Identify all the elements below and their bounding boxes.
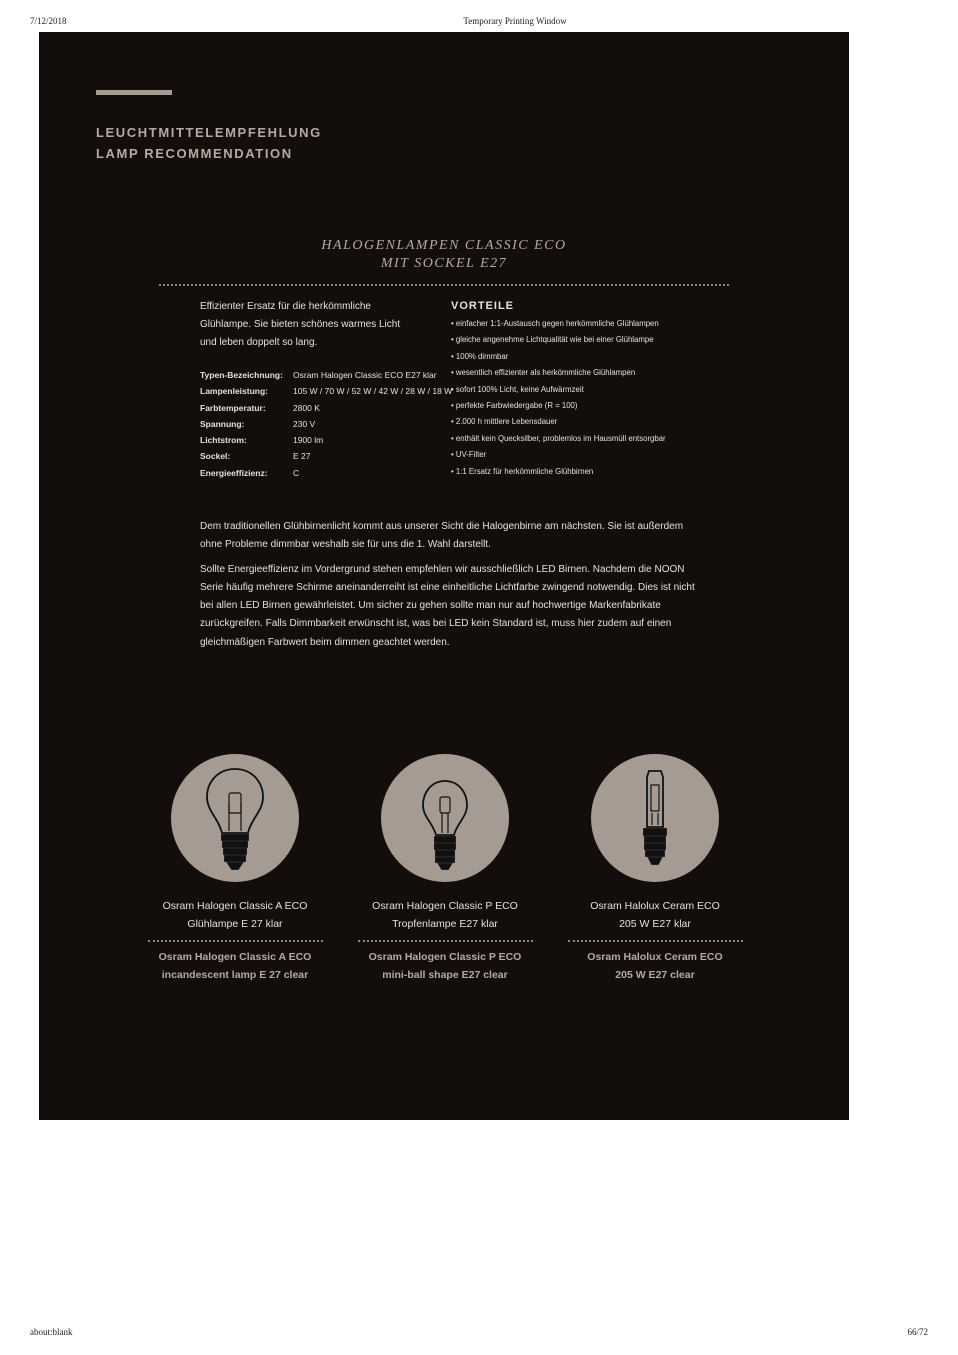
spec-label: Lampenleistung: bbox=[200, 386, 269, 397]
advantage-item: • 2.000 h mittlere Lebensdauer bbox=[451, 417, 558, 427]
spec-value: 1900 lm bbox=[293, 435, 324, 446]
spec-label: Typen-Bezeichnung: bbox=[200, 370, 283, 380]
spec-label: Farbtemperatur: bbox=[200, 402, 266, 413]
lamp-divider bbox=[568, 940, 743, 942]
spec-row bbox=[200, 432, 452, 448]
advantage-item: • 1:1 Ersatz für herkömmliche Glühbirnen bbox=[451, 466, 594, 476]
title-divider bbox=[159, 284, 729, 286]
print-window-title: Temporary Printing Window bbox=[463, 16, 567, 26]
intro-line: Effizienter Ersatz für die herkömmliche bbox=[200, 301, 371, 312]
spec-value: 2800 K bbox=[293, 402, 320, 413]
advantage-item: • 100% dimmbar bbox=[451, 351, 509, 361]
spec-row bbox=[200, 400, 452, 416]
spec-label: Sockel: bbox=[200, 451, 231, 462]
advantage-item: • UV-Filter bbox=[451, 450, 487, 460]
advantage-item: • perfekte Farbwiedergabe (R = 100) bbox=[451, 401, 578, 411]
lamp-card-a bbox=[145, 754, 325, 984]
lamp-name-en-line1: Osram Halogen Classic P ECO bbox=[368, 951, 522, 963]
spec-label: Lichtstrom: bbox=[200, 435, 247, 446]
section-heading-de: LEUCHTMITTELEMPFEHLUNG bbox=[96, 125, 322, 140]
product-title-line1: HALOGENLAMPEN CLASSIC ECO bbox=[321, 238, 567, 253]
lamp-name-de-line2: Tropfenlampe E27 klar bbox=[392, 918, 498, 930]
print-date: 7/12/2018 bbox=[30, 16, 67, 26]
lamp-divider bbox=[358, 940, 533, 942]
lamp-name-en bbox=[145, 948, 325, 984]
lamp-name-en bbox=[355, 948, 535, 984]
lamp-name-en bbox=[565, 948, 745, 984]
body-paragraph: Dem traditionellen Glühbirnenlicht kommt aus unserer Sicht die Halogenbirne am nächsten. Sie ist außerdem ohne Probleme dimmbar weshalb sie für uns die 1. Wahl darstellt. bbox=[200, 521, 684, 551]
lamp-name-en-line1: Osram Halolux Ceram ECO bbox=[587, 951, 723, 963]
standard-bulb-icon bbox=[195, 763, 275, 873]
advantage-item: • einfacher 1:1-Austausch gegen herkömmliche Glühlampen bbox=[451, 319, 659, 328]
lamp-name-de bbox=[355, 897, 535, 933]
lamp-image-circle bbox=[171, 754, 299, 882]
print-footer bbox=[0, 1327, 958, 1341]
spec-row bbox=[200, 383, 452, 399]
lamp-card-p bbox=[355, 754, 535, 984]
lamp-name-de bbox=[145, 897, 325, 933]
advantages-list bbox=[451, 316, 751, 480]
advantages-box bbox=[451, 298, 751, 480]
lamp-divider bbox=[148, 940, 323, 942]
advantage-item: • wesentlich effizienter als herkömmliche Glühlampen bbox=[451, 368, 636, 378]
body-text bbox=[200, 518, 695, 658]
lamp-image-circle bbox=[591, 754, 719, 882]
tubular-halogen-icon bbox=[615, 763, 695, 873]
catalog-page bbox=[39, 32, 849, 1120]
intro-line: Glühlampe. Sie bieten schönes warmes Licht bbox=[200, 319, 401, 330]
lamp-name-en-line1: Osram Halogen Classic A ECO bbox=[158, 951, 312, 963]
product-title-line2: MIT SOCKEL E27 bbox=[380, 256, 508, 271]
lamp-name-de bbox=[565, 897, 745, 933]
spec-value: E 27 bbox=[293, 451, 311, 462]
spec-label: Energieeffizienz: bbox=[200, 467, 268, 478]
spec-value: 230 V bbox=[293, 418, 316, 429]
lamp-name-en-line2: incandescent lamp E 27 clear bbox=[161, 969, 309, 981]
section-heading-en: LAMP RECOMMENDATION bbox=[96, 146, 293, 161]
spec-value: 105 W / 70 W / 52 W / 42 W / 28 W / 18 W bbox=[293, 386, 453, 397]
advantage-item: • gleiche angenehme Lichtqualität wie bei einer Glühlampe bbox=[451, 335, 654, 345]
lamp-name-de-line1: Osram Halogen Classic A ECO bbox=[162, 900, 308, 912]
lamp-name-de-line1: Osram Halolux Ceram ECO bbox=[590, 900, 720, 912]
intro-line: und leben doppelt so lang. bbox=[200, 337, 318, 348]
product-intro bbox=[200, 298, 415, 352]
advantage-item: • sofort 100% Licht, keine Aufwärmzeit bbox=[451, 384, 584, 394]
lamp-name-de-line2: Glühlampe E 27 klar bbox=[187, 918, 283, 930]
lamp-name-de-line2: 205 W E27 klar bbox=[619, 918, 691, 930]
spec-row bbox=[200, 448, 452, 464]
spec-label: Spannung: bbox=[200, 418, 245, 429]
print-page-number: 66/72 bbox=[907, 1327, 928, 1337]
section-heading bbox=[96, 122, 322, 164]
spec-value: Osram Halogen Classic ECO E27 klar bbox=[293, 370, 437, 380]
spec-row bbox=[200, 465, 452, 481]
print-url: about:blank bbox=[30, 1327, 73, 1337]
lamp-image-circle bbox=[381, 754, 509, 882]
mini-ball-bulb-icon bbox=[405, 763, 485, 873]
print-header bbox=[0, 16, 958, 30]
spec-row bbox=[200, 416, 452, 432]
lamp-card-halolux bbox=[565, 754, 745, 984]
lamp-name-en-line2: mini-ball shape E27 clear bbox=[382, 969, 508, 981]
advantage-item: • enthält kein Quecksilber, problemlos im Hausmüll entsorgbar bbox=[451, 433, 666, 443]
lamp-name-de-line1: Osram Halogen Classic P ECO bbox=[372, 900, 518, 912]
spec-table bbox=[200, 367, 452, 481]
body-paragraph: Sollte Energieeffizienz im Vordergrund stehen empfehlen wir ausschließlich LED Birnen. Nachdem die NOON Serie häufig mehrere Schirme aneinanderreiht ist eine einheitliche Lichtfarbe zwingend notwendig. Dies ist nicht bei allen LED Birnen gewährleistet. Um sicher zu gehen sollte man nur auf hochwertige Markenfabrikate zurückgreifen. Falls Dimmbarkeit erwünscht ist, was bei LED kein Standard ist, muss hier zudem auf einen gleichmäßigen Farbwert beim dimmen geachtet werden. bbox=[200, 563, 695, 648]
advantages-title: VORTEILE bbox=[451, 300, 515, 312]
accent-bar bbox=[96, 90, 172, 95]
spec-value: C bbox=[293, 467, 300, 478]
spec-row bbox=[200, 367, 452, 383]
product-title bbox=[39, 237, 849, 273]
lamp-name-en-line2: 205 W E27 clear bbox=[615, 969, 695, 981]
